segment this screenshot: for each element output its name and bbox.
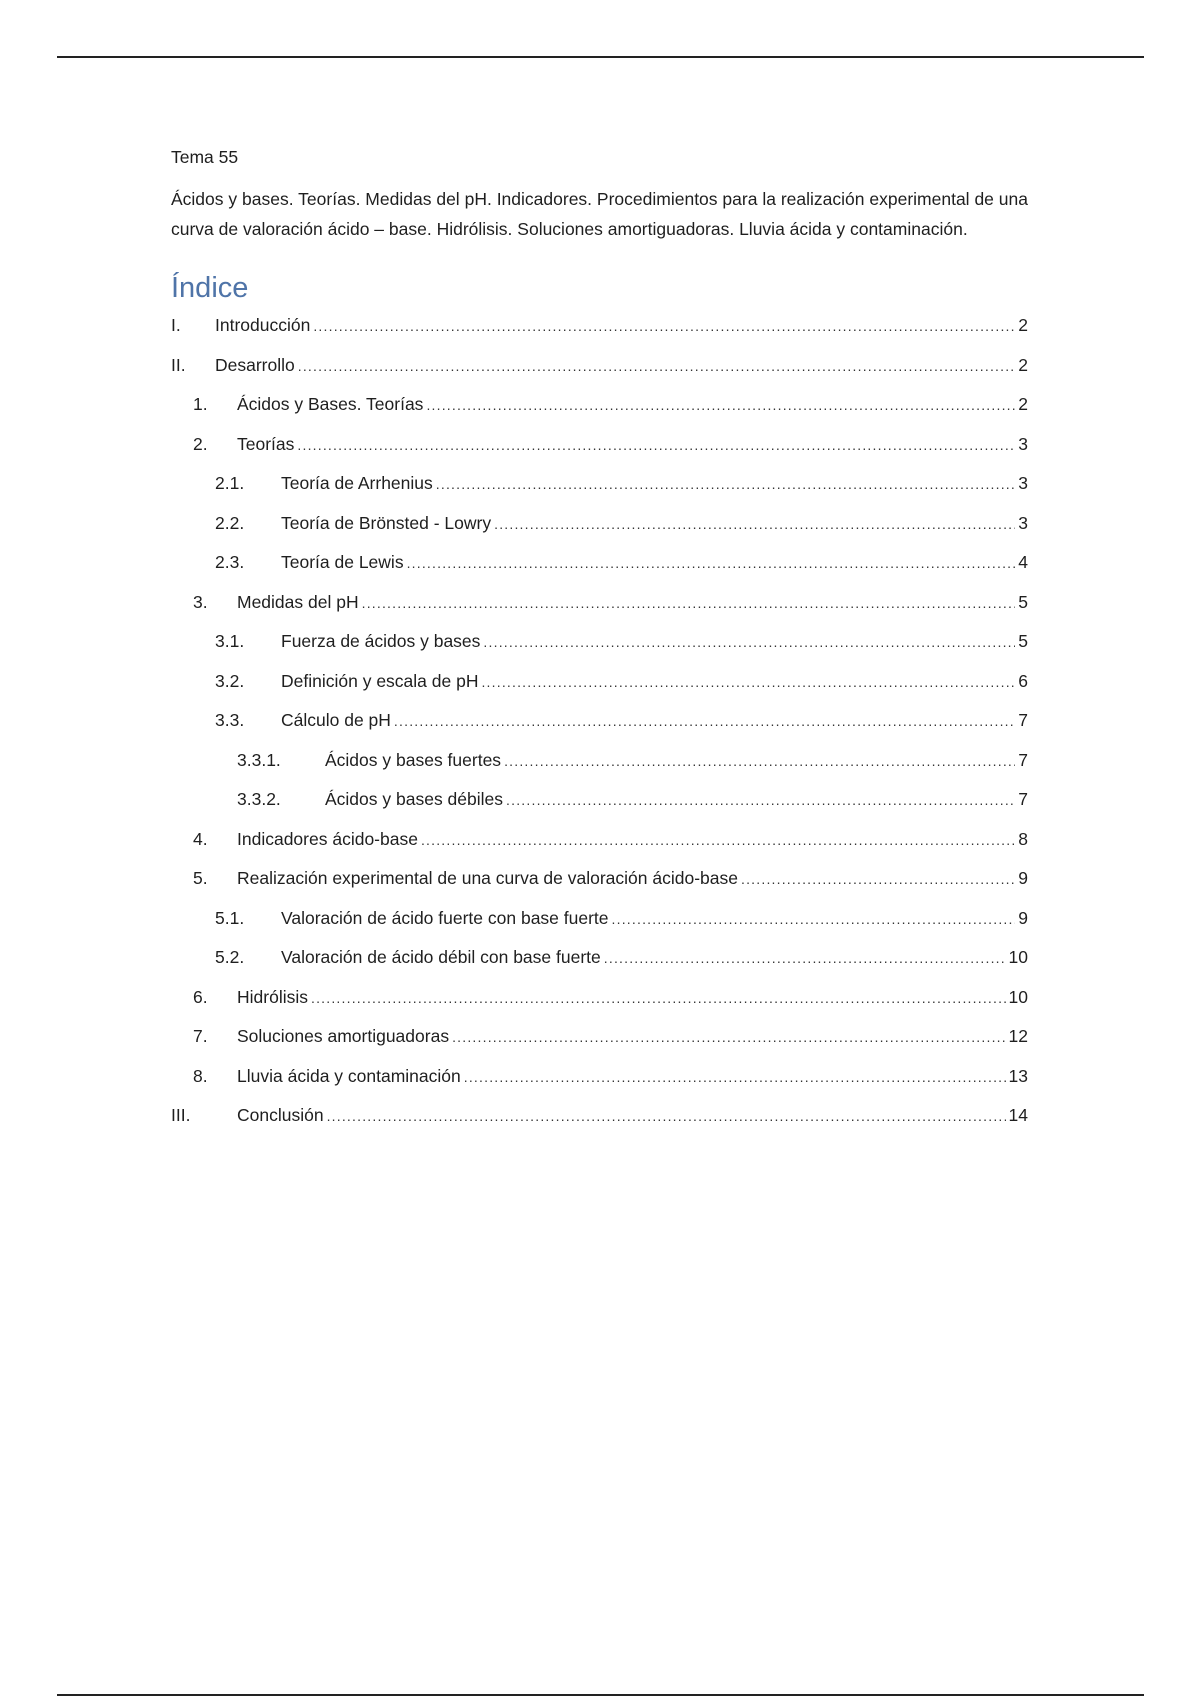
toc-page: 2 — [1018, 315, 1028, 335]
toc-number: 6. — [193, 986, 208, 1007]
toc-title: Medidas del pH — [237, 591, 359, 612]
toc-page: 10 — [1008, 986, 1028, 1007]
toc-entry-conclusion[interactable] — [171, 1096, 1028, 1136]
toc-entry-curva-valoracion[interactable] — [171, 859, 1028, 899]
toc-number: 5.1. — [215, 907, 245, 928]
toc-title: Valoración de ácido fuerte con base fuerte — [281, 907, 609, 928]
toc-page: 2 — [1018, 394, 1028, 414]
toc-entry-lewis[interactable] — [171, 543, 1028, 583]
toc-leader — [421, 821, 1015, 861]
toc-title: Conclusión — [237, 1105, 324, 1125]
toc-title: Teorías — [237, 433, 295, 454]
toc-entry-fuerza-acidos-bases[interactable] — [171, 622, 1028, 662]
toc-title: Teoría de Lewis — [281, 552, 404, 572]
toc-number: 3.3.2. — [237, 789, 281, 809]
toc-leader — [394, 702, 1015, 742]
toc-page: 8 — [1018, 828, 1028, 849]
index-title: Índice — [171, 272, 249, 304]
toc-entry-bronsted-lowry[interactable] — [171, 504, 1028, 544]
toc-leader — [298, 347, 1016, 387]
toc-entry-acidos-bases-fuertes[interactable] — [171, 741, 1028, 781]
toc-title: Cálculo de pH — [281, 710, 391, 730]
toc-number: 5. — [193, 868, 208, 888]
toc-page: 13 — [1008, 1065, 1028, 1086]
toc-leader — [741, 860, 1015, 900]
toc-leader — [481, 663, 1015, 703]
toc-page: 9 — [1018, 868, 1028, 888]
toc-page: 5 — [1018, 631, 1028, 651]
toc-leader — [604, 939, 1006, 979]
toc-title: Teoría de Brönsted - Lowry — [281, 512, 492, 533]
toc-title: Ácidos y bases débiles — [325, 789, 504, 809]
toc-leader — [506, 781, 1015, 821]
toc-number: 3.3.1. — [237, 749, 281, 770]
toc-leader — [483, 623, 1015, 663]
toc-entry-acido-debil-base-fuerte[interactable] — [171, 938, 1028, 978]
toc-title: Valoración de ácido débil con base fuerte — [281, 947, 601, 967]
toc-page: 3 — [1018, 433, 1028, 454]
toc-title: Fuerza de ácidos y bases — [281, 631, 481, 651]
toc-leader — [464, 1058, 1006, 1098]
toc-page: 14 — [1008, 1105, 1028, 1125]
toc-number: 4. — [193, 828, 208, 849]
toc-title: Teoría de Arrhenius — [281, 473, 433, 493]
toc-number: 3. — [193, 591, 208, 612]
toc-leader — [311, 979, 1006, 1019]
toc-number: 8. — [193, 1065, 208, 1086]
toc-title: Hidrólisis — [237, 986, 308, 1007]
toc-leader — [407, 544, 1016, 584]
toc-page: 5 — [1018, 591, 1028, 612]
toc-leader — [426, 386, 1015, 426]
toc-entry-hidrolisis[interactable] — [171, 978, 1028, 1018]
toc-page: 2 — [1018, 354, 1028, 375]
toc-title: Ácidos y Bases. Teorías — [237, 394, 424, 414]
toc-entry-desarrollo[interactable] — [171, 346, 1028, 386]
toc-page: 10 — [1008, 947, 1028, 967]
toc-page: 3 — [1018, 512, 1028, 533]
toc-entry-introduccion[interactable] — [171, 306, 1028, 346]
toc-number: II. — [171, 354, 186, 375]
toc-entry-acido-fuerte-base-fuerte[interactable] — [171, 899, 1028, 939]
toc-number: 5.2. — [215, 947, 245, 967]
document-body — [171, 144, 1028, 1136]
toc-leader — [327, 1097, 1006, 1137]
toc-title: Indicadores ácido-base — [237, 828, 418, 849]
toc-leader — [313, 307, 1015, 347]
toc-entry-definicion-escala-ph[interactable] — [171, 662, 1028, 702]
toc-page: 6 — [1018, 670, 1028, 691]
toc-entry-lluvia-acida[interactable] — [171, 1057, 1028, 1097]
toc-number: I. — [171, 315, 181, 335]
toc-number: 7. — [193, 1026, 208, 1046]
toc-number: 2.1. — [215, 473, 245, 493]
toc-number: 3.3. — [215, 710, 245, 730]
toc-page: 4 — [1018, 552, 1028, 572]
topic-subject: Ácidos y bases. Teorías. Medidas del pH. Indicadores. Procedimientos para la realización experimental de una curva de valoración ácido – base. Hidrólisis. Soluciones amortiguadoras. Lluvia ácida y contaminación. — [171, 189, 1028, 239]
toc-page: 12 — [1008, 1026, 1028, 1046]
toc-leader — [504, 742, 1015, 782]
toc-title: Realización experimental de una curva de valoración ácido-base — [237, 868, 738, 888]
toc-page: 3 — [1018, 473, 1028, 493]
toc-leader — [297, 426, 1015, 466]
toc-number: 3.1. — [215, 631, 245, 651]
toc-number: 2. — [193, 433, 208, 454]
toc-number: 2.2. — [215, 512, 245, 533]
toc-entry-acidos-bases-teorias[interactable] — [171, 385, 1028, 425]
toc-entry-indicadores[interactable] — [171, 820, 1028, 860]
toc-entry-soluciones-amortiguadoras[interactable] — [171, 1017, 1028, 1057]
toc-number: 3.2. — [215, 670, 245, 691]
toc-title: Introducción — [215, 315, 311, 335]
toc-entry-acidos-bases-debiles[interactable] — [171, 780, 1028, 820]
toc-page: 7 — [1018, 749, 1028, 770]
topic-number: Tema 55 — [171, 147, 239, 167]
toc-leader — [612, 900, 1016, 940]
table-of-contents — [171, 306, 1028, 1136]
toc-title: Soluciones amortiguadoras — [237, 1026, 450, 1046]
toc-title: Lluvia ácida y contaminación — [237, 1065, 461, 1086]
toc-page: 7 — [1018, 789, 1028, 809]
toc-title: Definición y escala de pH — [281, 670, 479, 691]
toc-entry-teorias[interactable] — [171, 425, 1028, 465]
toc-title: Ácidos y bases fuertes — [325, 749, 502, 770]
toc-page: 9 — [1018, 907, 1028, 928]
header-rule — [57, 56, 1144, 58]
toc-page: 7 — [1018, 710, 1028, 730]
toc-entry-medidas-ph[interactable] — [171, 583, 1028, 623]
toc-leader — [494, 505, 1015, 545]
toc-leader — [436, 465, 1016, 505]
toc-entry-arrhenius[interactable] — [171, 464, 1028, 504]
toc-entry-calculo-ph[interactable] — [171, 701, 1028, 741]
toc-number: III. — [171, 1105, 191, 1125]
toc-leader — [452, 1018, 1005, 1058]
toc-title: Desarrollo — [215, 354, 295, 375]
toc-number: 2.3. — [215, 552, 245, 572]
toc-number: 1. — [193, 394, 208, 414]
footer-rule — [57, 1694, 1144, 1696]
toc-leader — [362, 584, 1016, 624]
